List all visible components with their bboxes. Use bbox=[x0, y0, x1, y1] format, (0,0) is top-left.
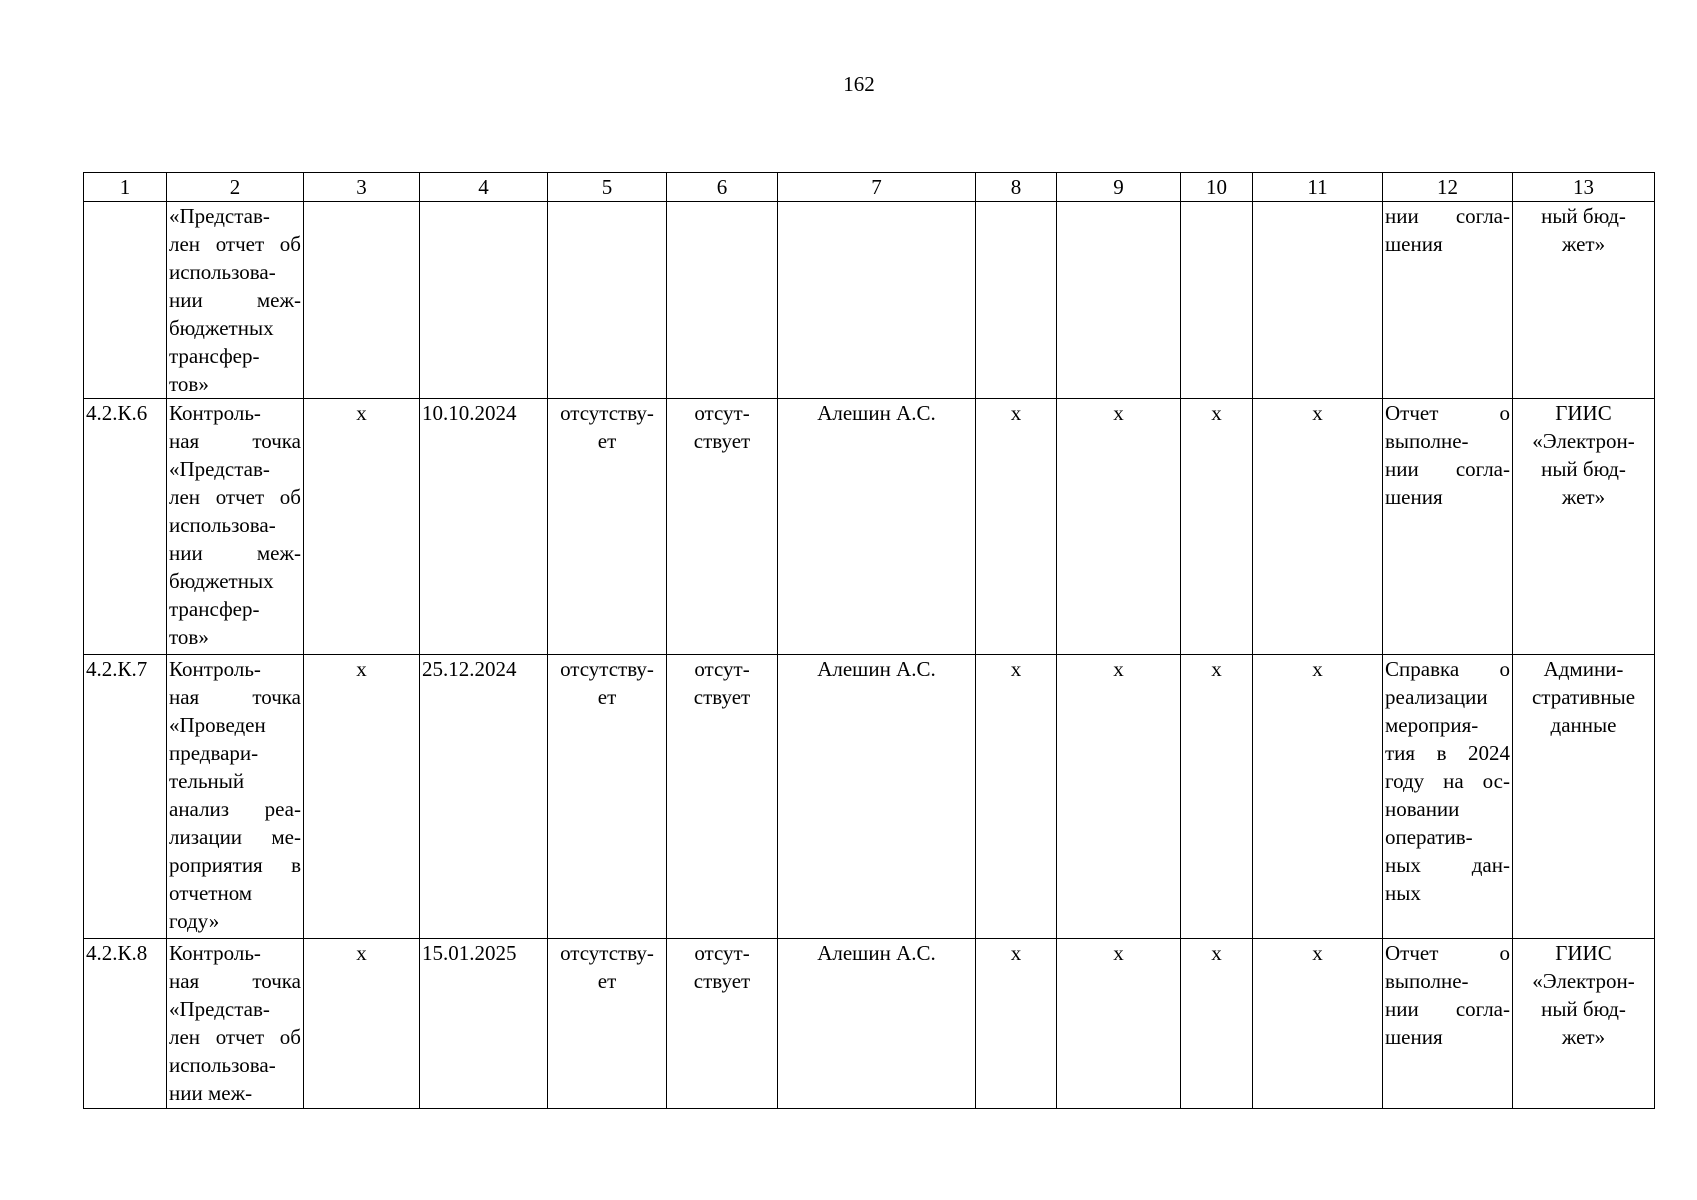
cell-line: тельный bbox=[169, 769, 245, 793]
cell-line: использова- bbox=[169, 1053, 276, 1077]
cell-line: новании bbox=[1385, 797, 1460, 821]
cell-line: Отчет о bbox=[1385, 941, 1510, 965]
column-header: 6 bbox=[667, 173, 778, 202]
cell-line: отсут- bbox=[694, 657, 750, 681]
col5-cell bbox=[548, 939, 667, 1109]
table-row bbox=[84, 399, 1655, 655]
cell-line: отсут- bbox=[694, 401, 750, 425]
cell-line: лен отчет об bbox=[169, 232, 301, 256]
col5-cell bbox=[548, 202, 667, 399]
cell-line: отсутству- bbox=[560, 401, 654, 425]
cell-text: Алешин А.С. bbox=[817, 401, 936, 425]
cell-line: Контроль- bbox=[169, 401, 261, 425]
column-header: 2 bbox=[167, 173, 304, 202]
cell-line: лен отчет об bbox=[169, 1025, 301, 1049]
cell-line: нии согла- bbox=[1385, 997, 1510, 1021]
cell-text: 4.2.К.6 bbox=[86, 401, 148, 425]
cell-line: ГИИС bbox=[1555, 401, 1612, 425]
cell-line: тов» bbox=[169, 625, 209, 649]
control-point-name-cell bbox=[167, 399, 304, 655]
cell-text: х bbox=[1113, 401, 1124, 425]
cell-line: году» bbox=[169, 909, 220, 933]
cell-line: жет» bbox=[1561, 1025, 1606, 1049]
cell-line: Контроль- bbox=[169, 657, 261, 681]
cell-text: х bbox=[356, 941, 367, 965]
table-row bbox=[84, 655, 1655, 939]
column-header: 11 bbox=[1253, 173, 1383, 202]
date-cell bbox=[420, 202, 548, 399]
cell-text: х bbox=[1211, 657, 1222, 681]
cell-line: тов» bbox=[169, 372, 209, 396]
cell-line: ных bbox=[1385, 881, 1421, 905]
col6-cell bbox=[667, 202, 778, 399]
column-header: 12 bbox=[1383, 173, 1513, 202]
cell-line: ный бюд- bbox=[1541, 457, 1626, 481]
cell-line: ет bbox=[597, 429, 617, 453]
cell-line: ная точка bbox=[169, 685, 301, 709]
col10-cell bbox=[1181, 939, 1253, 1109]
cell-line: выполне- bbox=[1385, 429, 1469, 453]
date-cell bbox=[420, 655, 548, 939]
responsible-cell bbox=[778, 939, 976, 1109]
table-row bbox=[84, 202, 1655, 399]
cell-line: мероприя- bbox=[1385, 713, 1479, 737]
cell-line: трансфер- bbox=[169, 597, 260, 621]
document-type-cell bbox=[1383, 939, 1513, 1109]
col3-cell bbox=[304, 939, 420, 1109]
col11-cell bbox=[1253, 655, 1383, 939]
cell-line: ный бюд- bbox=[1541, 204, 1626, 228]
cell-line: Админи- bbox=[1543, 657, 1624, 681]
control-point-name-cell bbox=[167, 939, 304, 1109]
col10-cell bbox=[1181, 655, 1253, 939]
cell-line: реализации bbox=[1385, 685, 1488, 709]
column-header: 3 bbox=[304, 173, 420, 202]
cell-line: ных дан- bbox=[1385, 853, 1510, 877]
cell-line: «Электрон- bbox=[1532, 969, 1635, 993]
cell-line: тия в 2024 bbox=[1385, 741, 1510, 765]
cell-line: «Представ- bbox=[169, 997, 270, 1021]
column-header: 8 bbox=[976, 173, 1057, 202]
cell-text: 25.12.2024 bbox=[422, 657, 517, 681]
cell-line: шения bbox=[1385, 485, 1443, 509]
col9-cell bbox=[1057, 202, 1181, 399]
cell-text: х bbox=[356, 657, 367, 681]
cell-line: нии согла- bbox=[1385, 204, 1510, 228]
cell-line: выполне- bbox=[1385, 969, 1469, 993]
cell-line: ет bbox=[597, 969, 617, 993]
col10-cell bbox=[1181, 202, 1253, 399]
cell-text: х bbox=[1010, 401, 1022, 425]
cell-text: 4.2.К.7 bbox=[86, 657, 148, 681]
cell-line: использова- bbox=[169, 260, 276, 284]
cell-text: х bbox=[356, 401, 367, 425]
cell-line: «Проведен bbox=[169, 713, 266, 737]
cell-text: 10.10.2024 bbox=[422, 401, 517, 425]
cell-text: х bbox=[1010, 657, 1022, 681]
row-id-cell bbox=[84, 399, 167, 655]
cell-line: предвари- bbox=[169, 741, 259, 765]
row-id-cell bbox=[84, 202, 167, 399]
col3-cell bbox=[304, 655, 420, 939]
responsible-cell bbox=[778, 655, 976, 939]
col8-cell bbox=[976, 939, 1057, 1109]
col11-cell bbox=[1253, 939, 1383, 1109]
control-point-name-cell bbox=[167, 655, 304, 939]
cell-line: «Представ- bbox=[169, 457, 270, 481]
cell-line: ный бюд- bbox=[1541, 997, 1626, 1021]
info-system-cell bbox=[1513, 655, 1655, 939]
cell-line: ствует bbox=[693, 969, 751, 993]
control-points-table bbox=[83, 172, 1655, 1109]
col11-cell bbox=[1253, 202, 1383, 399]
col9-cell bbox=[1057, 655, 1181, 939]
column-header: 7 bbox=[778, 173, 976, 202]
cell-line: ная точка bbox=[169, 969, 301, 993]
cell-line: использова- bbox=[169, 513, 276, 537]
cell-text: 15.01.2025 bbox=[422, 941, 517, 965]
cell-text: х bbox=[1211, 941, 1222, 965]
document-type-cell bbox=[1383, 399, 1513, 655]
document-type-cell bbox=[1383, 655, 1513, 939]
cell-text: х bbox=[1312, 657, 1323, 681]
column-header: 9 bbox=[1057, 173, 1181, 202]
cell-line: Отчет о bbox=[1385, 401, 1510, 425]
cell-line: шения bbox=[1385, 1025, 1443, 1049]
column-header: 4 bbox=[420, 173, 548, 202]
cell-text: х bbox=[1312, 401, 1323, 425]
row-id-cell bbox=[84, 655, 167, 939]
date-cell bbox=[420, 399, 548, 655]
cell-line: лизации ме- bbox=[169, 825, 301, 849]
cell-line: данные bbox=[1550, 713, 1617, 737]
cell-line: бюджетных bbox=[169, 316, 274, 340]
row-id-cell bbox=[84, 939, 167, 1109]
responsible-cell bbox=[778, 399, 976, 655]
column-header: 5 bbox=[548, 173, 667, 202]
date-cell bbox=[420, 939, 548, 1109]
cell-line: шения bbox=[1385, 232, 1443, 256]
cell-line: жет» bbox=[1561, 485, 1606, 509]
cell-line: лен отчет об bbox=[169, 485, 301, 509]
cell-line: бюджетных bbox=[169, 569, 274, 593]
col5-cell bbox=[548, 399, 667, 655]
cell-line: «Электрон- bbox=[1532, 429, 1635, 453]
cell-text: Алешин А.С. bbox=[817, 657, 936, 681]
col8-cell bbox=[976, 202, 1057, 399]
col9-cell bbox=[1057, 399, 1181, 655]
cell-line: ная точка bbox=[169, 429, 301, 453]
cell-text: х bbox=[1113, 657, 1124, 681]
header-row bbox=[84, 173, 1655, 202]
table-row bbox=[84, 939, 1655, 1109]
col8-cell bbox=[976, 399, 1057, 655]
col6-cell bbox=[667, 655, 778, 939]
column-header: 1 bbox=[84, 173, 167, 202]
responsible-cell bbox=[778, 202, 976, 399]
cell-text: х bbox=[1312, 941, 1323, 965]
cell-line: ствует bbox=[693, 685, 751, 709]
cell-line: ГИИС bbox=[1555, 941, 1612, 965]
cell-line: Контроль- bbox=[169, 941, 261, 965]
cell-line: жет» bbox=[1561, 232, 1606, 256]
cell-line: роприятия в bbox=[169, 853, 301, 877]
page-number: 162 bbox=[843, 72, 875, 96]
cell-text: х bbox=[1010, 941, 1022, 965]
cell-text: Алешин А.С. bbox=[817, 941, 936, 965]
cell-line: отчетном bbox=[169, 881, 253, 905]
cell-line: нии согла- bbox=[1385, 457, 1510, 481]
cell-text: 4.2.К.8 bbox=[86, 941, 148, 965]
cell-line: ствует bbox=[693, 429, 751, 453]
col8-cell bbox=[976, 655, 1057, 939]
cell-line: стративные bbox=[1531, 685, 1636, 709]
cell-line: анализ реа- bbox=[169, 797, 301, 821]
info-system-cell bbox=[1513, 202, 1655, 399]
cell-line: отсутству- bbox=[560, 657, 654, 681]
col9-cell bbox=[1057, 939, 1181, 1109]
document-type-cell bbox=[1383, 202, 1513, 399]
column-header: 13 bbox=[1513, 173, 1655, 202]
cell-line: «Представ- bbox=[169, 204, 270, 228]
col10-cell bbox=[1181, 399, 1253, 655]
col5-cell bbox=[548, 655, 667, 939]
column-header: 10 bbox=[1181, 173, 1253, 202]
info-system-cell bbox=[1513, 939, 1655, 1109]
control-point-name-cell bbox=[167, 202, 304, 399]
info-system-cell bbox=[1513, 399, 1655, 655]
col3-cell bbox=[304, 202, 420, 399]
cell-text: х bbox=[1211, 401, 1222, 425]
cell-line: ет bbox=[597, 685, 617, 709]
cell-line: трансфер- bbox=[169, 344, 260, 368]
col11-cell bbox=[1253, 399, 1383, 655]
col6-cell bbox=[667, 939, 778, 1109]
cell-line: отсутству- bbox=[560, 941, 654, 965]
cell-text: х bbox=[1113, 941, 1124, 965]
cell-line: нии меж- bbox=[169, 541, 301, 565]
cell-line: оператив- bbox=[1385, 825, 1473, 849]
cell-line: нии меж- bbox=[169, 288, 301, 312]
cell-line: нии меж- bbox=[169, 1081, 253, 1105]
cell-line: отсут- bbox=[694, 941, 750, 965]
cell-line: году на ос- bbox=[1385, 769, 1510, 793]
col6-cell bbox=[667, 399, 778, 655]
col3-cell bbox=[304, 399, 420, 655]
cell-line: Справка о bbox=[1385, 657, 1510, 681]
